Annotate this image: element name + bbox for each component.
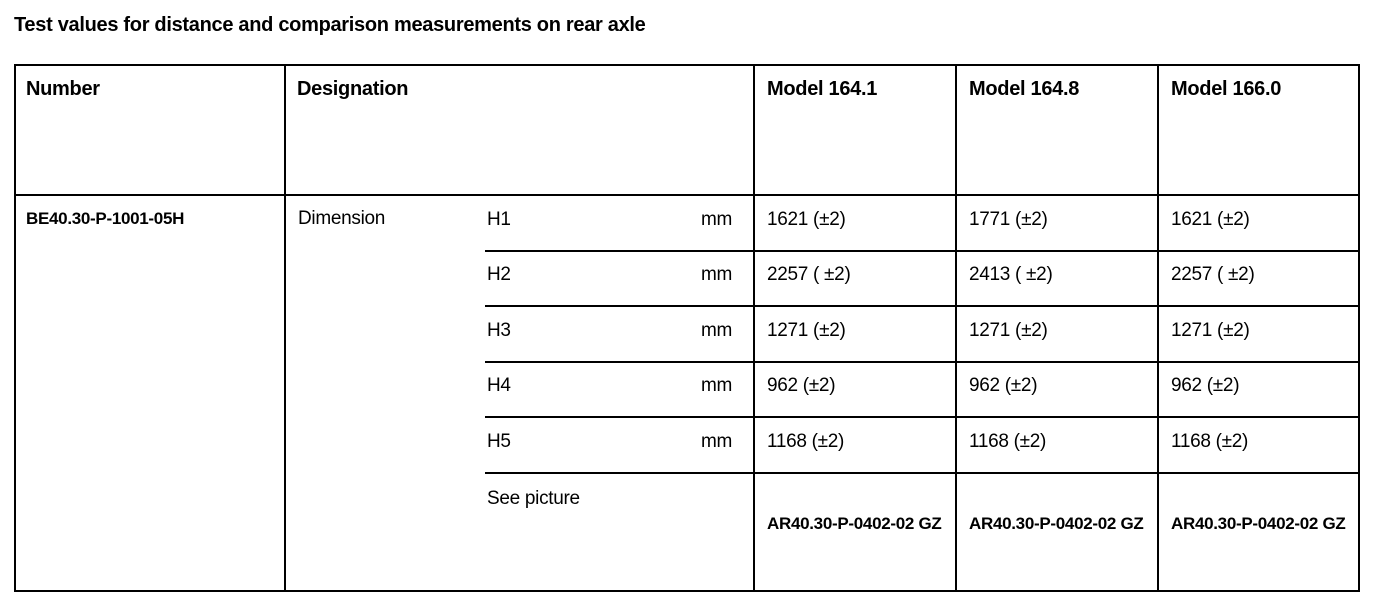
document-number: BE40.30-P-1001-05H	[26, 209, 185, 228]
value-cell: 962 (±2)	[969, 375, 1038, 396]
value-cell: 962 (±2)	[767, 375, 836, 396]
unit-label: mm	[701, 431, 733, 452]
value-cell: 1271 (±2)	[1171, 320, 1250, 341]
value-cell: 2413 ( ±2)	[969, 264, 1053, 285]
dimension-label: H4	[487, 375, 511, 396]
value-cell: 1168 (±2)	[1171, 431, 1249, 452]
row-divider	[485, 472, 1358, 474]
header-divider	[16, 194, 1358, 196]
value-cell: 1621 (±2)	[1171, 209, 1250, 230]
value-cell: 1621 (±2)	[767, 209, 846, 230]
value-cell: 2257 ( ±2)	[1171, 264, 1255, 285]
column-divider	[753, 66, 755, 590]
header-model-164-1: Model 164.1	[767, 78, 878, 100]
see-picture-label: See picture	[487, 488, 580, 509]
value-cell: 1271 (±2)	[767, 320, 846, 341]
designation-label: Dimension	[298, 208, 386, 229]
dimension-label: H5	[487, 431, 511, 452]
page-title: Test values for distance and comparison measurements on rear axle	[14, 14, 646, 36]
header-model-166-0: Model 166.0	[1171, 78, 1282, 100]
column-divider	[1157, 66, 1159, 590]
unit-label: mm	[701, 320, 733, 341]
value-cell: 1168 (±2)	[969, 431, 1047, 452]
row-divider	[485, 416, 1358, 418]
dimension-label: H1	[487, 209, 511, 230]
row-divider	[485, 305, 1358, 307]
value-cell: 962 (±2)	[1171, 375, 1240, 396]
value-cell: 2257 ( ±2)	[767, 264, 851, 285]
unit-label: mm	[701, 375, 733, 396]
header-model-164-8: Model 164.8	[969, 78, 1080, 100]
column-divider	[955, 66, 957, 590]
picture-reference: AR40.30-P-0402-02 GZ	[767, 514, 942, 533]
dimension-label: H3	[487, 320, 511, 341]
value-cell: 1271 (±2)	[969, 320, 1048, 341]
row-divider	[485, 250, 1358, 252]
header-number: Number	[26, 78, 100, 100]
test-values-table	[14, 64, 1360, 592]
header-designation: Designation	[297, 78, 409, 100]
value-cell: 1168 (±2)	[767, 431, 845, 452]
picture-reference: AR40.30-P-0402-02 GZ	[1171, 514, 1346, 533]
row-divider	[485, 361, 1358, 363]
column-divider	[284, 66, 286, 590]
value-cell: 1771 (±2)	[969, 209, 1048, 230]
unit-label: mm	[701, 264, 733, 285]
picture-reference: AR40.30-P-0402-02 GZ	[969, 514, 1144, 533]
dimension-label: H2	[487, 264, 511, 285]
unit-label: mm	[701, 209, 733, 230]
